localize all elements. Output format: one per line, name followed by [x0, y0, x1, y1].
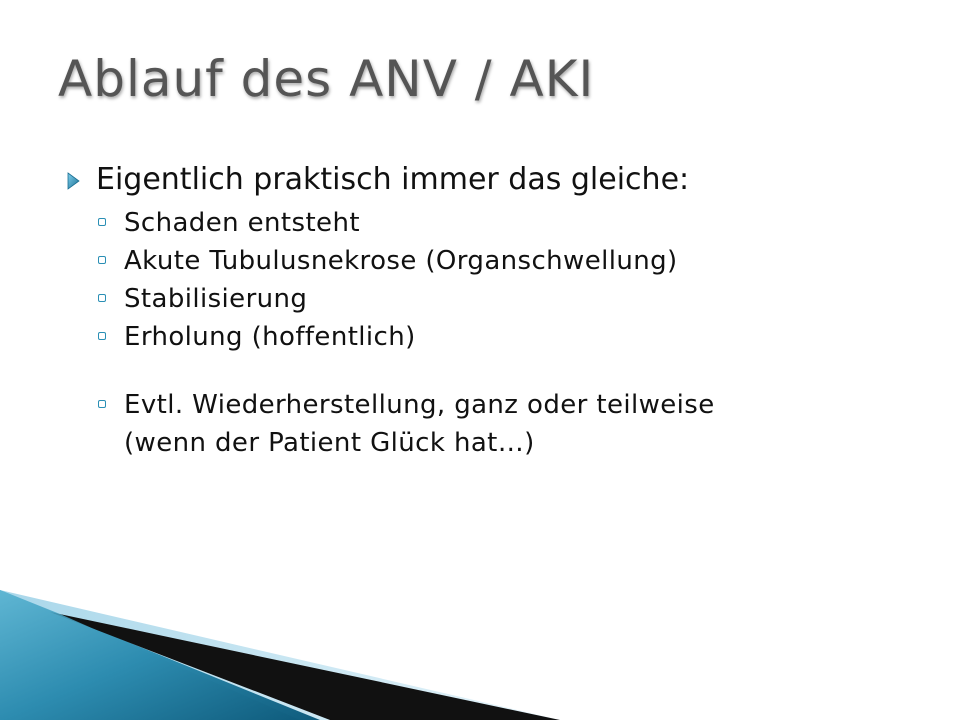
sub-bullet-multiline: [124, 386, 715, 462]
corner-decoration: [0, 590, 960, 720]
sub-bullet-text: Akute Tubulusnekrose (Organschwellung): [124, 246, 678, 276]
small-square-icon: [96, 204, 124, 226]
slide-title: Ablauf des ANV / AKI: [58, 50, 595, 108]
spacer: [96, 356, 926, 386]
sub-bullet-item: [96, 204, 926, 242]
sub-bullet-text: Stabilisierung: [124, 284, 308, 314]
main-bullet-text: Eigentlich praktisch immer das gleiche:: [96, 162, 690, 197]
sub-bullet-text: Schaden entsteht: [124, 208, 360, 238]
sub-bullet-item: [96, 242, 926, 280]
small-square-icon: [96, 386, 124, 408]
sub-bullet-text: Erholung (hoffentlich): [124, 322, 416, 352]
sub-bullet-item: [96, 318, 926, 356]
sub-bullet-list: [96, 204, 926, 462]
bullet-list: [66, 160, 926, 462]
small-square-icon: [96, 280, 124, 302]
triangle-arrow-icon: [66, 160, 96, 194]
sub-bullet-text-continued: (wenn der Patient Glück hat…): [124, 428, 535, 458]
main-bullet-item: [66, 160, 926, 200]
sub-bullet-item: [96, 280, 926, 318]
sub-bullet-item: [96, 386, 926, 462]
sub-bullet-text: Evtl. Wiederherstellung, ganz oder teilweise: [124, 390, 715, 420]
small-square-icon: [96, 242, 124, 264]
small-square-icon: [96, 318, 124, 340]
